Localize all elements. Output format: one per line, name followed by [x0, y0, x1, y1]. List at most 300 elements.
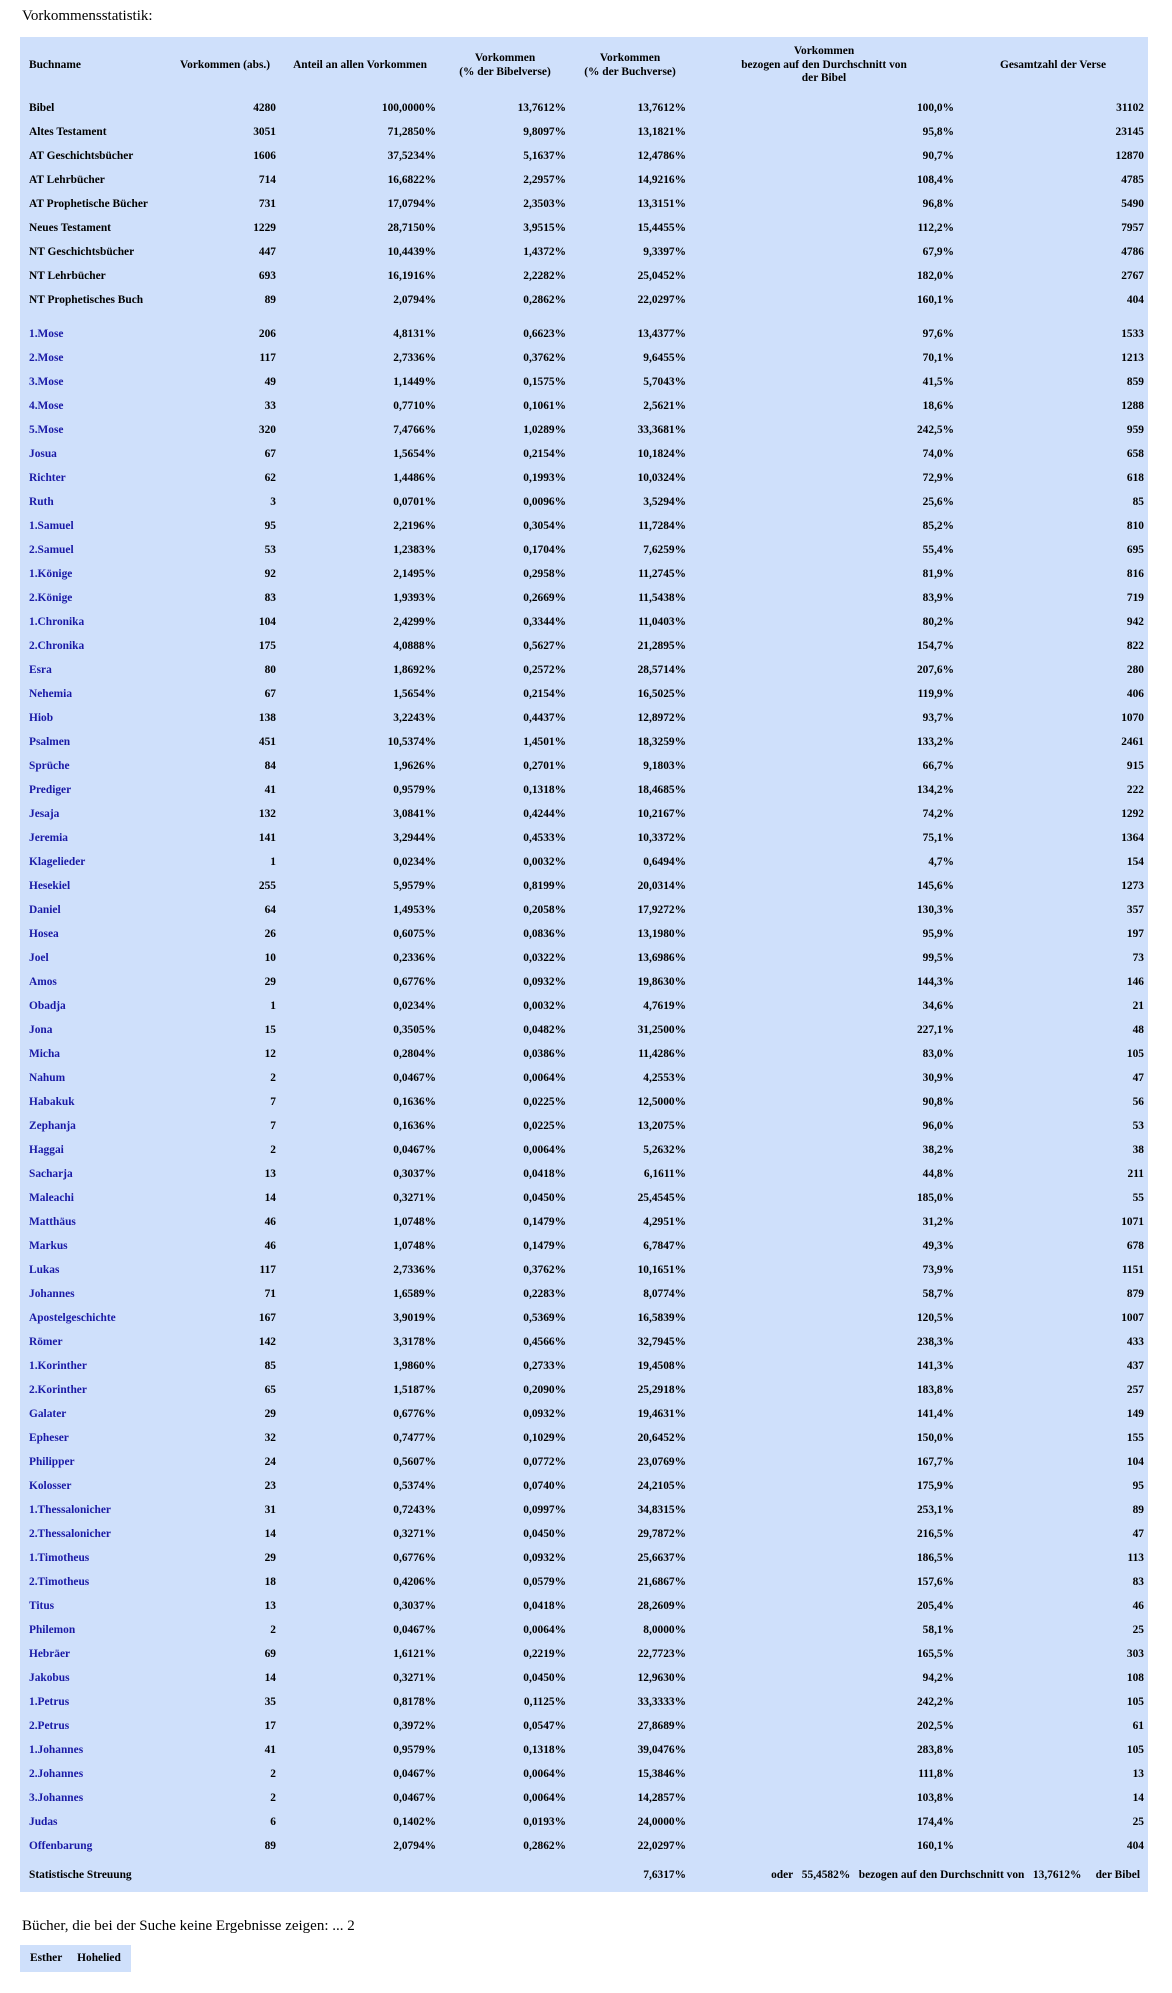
book-name-link[interactable]: Maleachi — [29, 1192, 74, 1205]
book-row — [20, 1594, 1148, 1618]
book-name-link[interactable]: Joel — [29, 952, 49, 965]
book-name-link[interactable]: Jona — [29, 1024, 53, 1037]
table-cell: 32 — [264, 1432, 276, 1445]
table-cell: 25 — [1132, 1624, 1144, 1637]
book-name-link[interactable]: 2.Korinther — [29, 1384, 87, 1397]
table-cell: 0,6075% — [393, 928, 436, 941]
table-cell: 1,9626% — [393, 760, 436, 773]
table-cell: 227,1% — [916, 1024, 954, 1037]
table-cell: 0,0322% — [523, 952, 566, 965]
book-name-link[interactable]: 1.Könige — [29, 568, 73, 581]
table-cell: 0,0467% — [393, 1072, 436, 1085]
book-name-link[interactable]: Psalmen — [29, 736, 71, 749]
spread-der-bibel: der Bibel — [1095, 1869, 1140, 1882]
table-cell: 117 — [259, 352, 276, 365]
table-cell: 0,0418% — [523, 1168, 566, 1181]
table-cell: 3,2944% — [393, 832, 436, 845]
table-cell: 406 — [1126, 688, 1144, 701]
book-row — [20, 1330, 1148, 1354]
table-cell: 255 — [258, 880, 276, 893]
table-cell: 49,3% — [922, 1240, 954, 1253]
book-row — [20, 1402, 1148, 1426]
book-name-link[interactable]: 2.Thessalonicher — [29, 1528, 111, 1541]
table-cell: 95,8% — [922, 126, 954, 139]
spread-percent: 55,4582% — [801, 1869, 851, 1882]
table-cell: 28,5714% — [637, 664, 686, 677]
table-cell: 73,9% — [922, 1264, 954, 1277]
spread-oder: oder — [771, 1869, 794, 1882]
table-cell: 6,1611% — [643, 1168, 686, 1181]
book-name-link[interactable]: Lukas — [29, 1264, 60, 1277]
book-name-link[interactable]: Philipper — [29, 1456, 75, 1469]
summary-row — [20, 120, 1148, 144]
table-cell: 0,0064% — [523, 1072, 566, 1085]
book-name-link[interactable]: 2.Samuel — [29, 544, 74, 557]
book-name-link[interactable]: Sacharja — [29, 1168, 73, 1181]
table-cell: 25,2918% — [637, 1384, 686, 1397]
table-cell: 0,2701% — [523, 760, 566, 773]
table-cell: 120,5% — [916, 1312, 954, 1325]
table-cell: 72,9% — [922, 472, 954, 485]
column-header-buchverse: Vorkommen (% der Buchverse) — [584, 51, 676, 78]
table-cell: 4,7619% — [643, 1000, 686, 1013]
table-cell: 0,2090% — [523, 1384, 566, 1397]
table-cell: 0,0418% — [523, 1600, 566, 1613]
table-cell: 1151 — [1121, 1264, 1144, 1277]
table-cell: 53 — [1132, 1120, 1144, 1133]
spread-label: Statistische Streuung — [29, 1869, 132, 1882]
book-row — [20, 490, 1148, 514]
table-cell: 175 — [258, 640, 276, 653]
table-cell: 1533 — [1121, 328, 1144, 341]
spacer-cell — [20, 312, 1148, 322]
table-cell: 3 — [270, 496, 276, 509]
book-name-link[interactable]: Apostelgeschichte — [29, 1312, 116, 1325]
table-cell: 112,2% — [917, 222, 954, 235]
book-row — [20, 1282, 1148, 1306]
table-cell: 1 — [270, 1000, 276, 1013]
table-cell: 4,8131% — [393, 328, 436, 341]
table-cell: 167 — [258, 1312, 276, 1325]
table-cell: 0,3344% — [523, 616, 566, 629]
book-name-link[interactable]: Obadja — [29, 1000, 66, 1013]
table-cell: 12,9630% — [637, 1672, 686, 1685]
book-name-link[interactable]: 2.Mose — [29, 352, 64, 365]
book-row — [20, 1426, 1148, 1450]
table-cell: 0,3762% — [523, 1264, 566, 1277]
table-cell: 0,3037% — [393, 1168, 436, 1181]
book-row — [20, 1354, 1148, 1378]
table-cell: 20,6452% — [637, 1432, 686, 1445]
table-cell: 14 — [264, 1192, 276, 1205]
table-cell: 83,9% — [922, 592, 954, 605]
table-cell: 4,7% — [928, 856, 954, 869]
table-cell: 95 — [1132, 1480, 1144, 1493]
table-cell: 4,2951% — [643, 1216, 686, 1229]
table-cell: 0,5627% — [523, 640, 566, 653]
book-name-link[interactable]: 2.Timotheus — [29, 1576, 90, 1589]
table-cell: 10 — [264, 952, 276, 965]
table-cell: 21,6867% — [637, 1576, 686, 1589]
table-cell: 859 — [1126, 376, 1144, 389]
table-cell: 0,0225% — [523, 1120, 566, 1133]
table-cell: 0,7243% — [393, 1504, 436, 1517]
table-cell: 71,2850% — [387, 126, 436, 139]
table-cell: 0,3271% — [393, 1528, 436, 1541]
table-cell: 58,7% — [922, 1288, 954, 1301]
table-cell: 89 — [1132, 1504, 1144, 1517]
table-cell: 0,0450% — [523, 1192, 566, 1205]
book-name-link[interactable]: Hiob — [29, 712, 54, 725]
book-name-link[interactable]: 2.Johannes — [29, 1768, 84, 1781]
book-row — [20, 514, 1148, 538]
book-name-link[interactable]: Richter — [29, 472, 66, 485]
book-name-link[interactable]: 5.Mose — [29, 424, 64, 437]
book-name-link[interactable]: Nehemia — [29, 688, 73, 701]
table-cell: 182,0% — [916, 270, 954, 283]
table-cell: 100,0000% — [381, 102, 436, 115]
summary-row — [20, 240, 1148, 264]
book-name-link[interactable]: Nahum — [29, 1072, 66, 1085]
table-cell: 0,0579% — [523, 1576, 566, 1589]
table-cell: 13,4377% — [637, 328, 686, 341]
table-cell: 154,7% — [916, 640, 954, 653]
book-name-link[interactable]: Zephanja — [29, 1120, 76, 1133]
column-header-anteil: Anteil an allen Vorkommen — [293, 58, 427, 71]
book-name-link[interactable]: 1.Thessalonicher — [29, 1504, 111, 1517]
book-name-link[interactable]: 1.Timotheus — [29, 1552, 90, 1565]
book-name-link[interactable]: Philemon — [29, 1624, 76, 1637]
book-name-link[interactable]: 2.Petrus — [29, 1720, 70, 1733]
table-cell: 20,0314% — [637, 880, 686, 893]
spacer-row — [20, 312, 1148, 322]
book-name-link[interactable]: 4.Mose — [29, 400, 64, 413]
table-cell: 22,0297% — [637, 294, 686, 307]
book-name-link[interactable]: Sprüche — [29, 760, 70, 773]
book-name-link[interactable]: Jeremia — [29, 832, 69, 845]
book-name-link[interactable]: Habakuk — [29, 1096, 75, 1109]
table-cell: 4,2553% — [643, 1072, 686, 1085]
book-name-link[interactable]: 1.Petrus — [29, 1696, 70, 1709]
table-cell: 94,2% — [922, 1672, 954, 1685]
table-cell: 47 — [1132, 1072, 1144, 1085]
table-cell: 29 — [264, 1408, 276, 1421]
table-cell: 1364 — [1121, 832, 1144, 845]
table-cell: 13 — [264, 1168, 276, 1181]
table-cell: 141 — [258, 832, 276, 845]
table-cell: 6 — [270, 1816, 276, 1829]
table-cell: 31102 — [1116, 102, 1144, 115]
table-cell: 1,9393% — [393, 592, 436, 605]
table-cell: 0,1402% — [393, 1816, 436, 1829]
book-name-link[interactable]: 2.Könige — [29, 592, 73, 605]
book-name-link[interactable]: Hesekiel — [29, 880, 71, 893]
table-cell: 29,7872% — [637, 1528, 686, 1541]
book-name-link[interactable]: Esra — [29, 664, 52, 677]
table-cell: 18,6% — [922, 400, 954, 413]
page-title: Vorkommensstatistik: — [22, 8, 153, 24]
table-cell: 303 — [1126, 1648, 1144, 1661]
book-name-link[interactable]: Matthäus — [29, 1216, 76, 1229]
book-row — [20, 1018, 1148, 1042]
table-cell: 2 — [270, 1792, 276, 1805]
table-cell: 33,3333% — [637, 1696, 686, 1709]
table-cell: 64 — [264, 904, 276, 917]
table-cell: 10,1824% — [637, 448, 686, 461]
book-name-link[interactable]: Markus — [29, 1240, 68, 1253]
table-cell: 5,1637% — [523, 150, 566, 163]
table-cell: 0,2154% — [523, 448, 566, 461]
table-cell: 22,0297% — [637, 1840, 686, 1853]
table-cell: 4785 — [1121, 174, 1144, 187]
book-name-link[interactable]: Hosea — [29, 928, 59, 941]
table-cell: 3,3178% — [393, 1336, 436, 1349]
table-cell: 12,4786% — [637, 150, 686, 163]
book-row — [20, 1450, 1148, 1474]
table-cell: 0,4244% — [523, 808, 566, 821]
table-cell: 65 — [264, 1384, 276, 1397]
book-name-link[interactable]: Prediger — [29, 784, 72, 797]
table-cell: 95,9% — [922, 928, 954, 941]
table-cell: 0,7710% — [393, 400, 436, 413]
spread-detail — [690, 1858, 1148, 1892]
group-name: Altes Testament — [29, 126, 107, 139]
book-name-link[interactable]: Johannes — [29, 1288, 75, 1301]
table-cell: 41 — [264, 784, 276, 797]
summary-row — [20, 264, 1148, 288]
table-cell: 16,5025% — [637, 688, 686, 701]
table-cell: 242,5% — [916, 424, 954, 437]
book-row — [20, 658, 1148, 682]
book-row — [20, 874, 1148, 898]
table-cell: 13,6986% — [637, 952, 686, 965]
table-cell: 10,2167% — [637, 808, 686, 821]
book-name-link[interactable]: 1.Mose — [29, 328, 64, 341]
book-name-link[interactable]: Haggai — [29, 1144, 64, 1157]
table-cell: 31 — [264, 1504, 276, 1517]
table-cell: 2,2282% — [523, 270, 566, 283]
table-cell: 96,0% — [922, 1120, 954, 1133]
table-cell: 0,6776% — [393, 976, 436, 989]
table-cell: 39,0476% — [637, 1744, 686, 1757]
table-cell: 0,0450% — [523, 1528, 566, 1541]
table-cell: 1229 — [253, 222, 276, 235]
book-name-link[interactable]: Jakobus — [29, 1672, 70, 1685]
table-cell: 3,2243% — [393, 712, 436, 725]
table-cell: 1,8692% — [393, 664, 436, 677]
table-cell: 0,0547% — [523, 1720, 566, 1733]
summary-row — [20, 192, 1148, 216]
table-cell: 141,4% — [916, 1408, 954, 1421]
table-cell: 73 — [1132, 952, 1144, 965]
summary-row — [20, 144, 1148, 168]
book-name-link[interactable]: Titus — [29, 1600, 55, 1613]
table-cell: 83,0% — [922, 1048, 954, 1061]
table-cell: 0,3972% — [393, 1720, 436, 1733]
table-cell: 1,4486% — [393, 472, 436, 485]
book-name-link[interactable]: Galater — [29, 1408, 67, 1421]
table-cell: 202,5% — [916, 1720, 954, 1733]
book-name-link[interactable]: 3.Johannes — [29, 1792, 84, 1805]
table-cell: 0,1636% — [393, 1096, 436, 1109]
book-name-link[interactable]: Römer — [29, 1336, 63, 1349]
book-name-link[interactable]: Kolosser — [29, 1480, 72, 1493]
table-cell: 174,4% — [916, 1816, 954, 1829]
table-cell: 49 — [264, 376, 276, 389]
table-cell: 144,3% — [916, 976, 954, 989]
table-cell: 618 — [1126, 472, 1144, 485]
book-name-link[interactable]: 3.Mose — [29, 376, 64, 389]
table-cell: 0,1993% — [523, 472, 566, 485]
table-cell: 25 — [1132, 1816, 1144, 1829]
table-cell: 1,0289% — [523, 424, 566, 437]
table-cell: 216,5% — [916, 1528, 954, 1541]
book-name-link[interactable]: Judas — [29, 1816, 58, 1829]
book-name-link[interactable]: Ruth — [29, 496, 54, 509]
book-row — [20, 946, 1148, 970]
table-cell: 96,8% — [922, 198, 954, 211]
group-name: AT Lehrbücher — [29, 174, 105, 187]
table-cell: 1292 — [1121, 808, 1144, 821]
table-cell: 1007 — [1121, 1312, 1144, 1325]
book-row — [20, 418, 1148, 442]
book-name-link[interactable]: Daniel — [29, 904, 61, 917]
table-cell: 70,1% — [922, 352, 954, 365]
book-name-link[interactable]: 2.Chronika — [29, 640, 85, 653]
table-cell: 2,4299% — [393, 616, 436, 629]
table-cell: 433 — [1126, 1336, 1144, 1349]
table-cell: 5,9579% — [393, 880, 436, 893]
table-cell: 2,7336% — [393, 1264, 436, 1277]
table-cell: 25,0452% — [637, 270, 686, 283]
book-name-link[interactable]: Klagelieder — [29, 856, 86, 869]
table-cell: 23145 — [1115, 126, 1144, 139]
table-cell: 24,0000% — [637, 1816, 686, 1829]
table-cell: 0,1318% — [523, 784, 566, 797]
book-name-link[interactable]: Micha — [29, 1048, 61, 1061]
table-cell: 29 — [264, 1552, 276, 1565]
book-name-link[interactable]: Josua — [29, 448, 57, 461]
table-cell: 0,1029% — [523, 1432, 566, 1445]
table-cell: 155 — [1126, 1432, 1144, 1445]
table-cell: 0,6776% — [393, 1408, 436, 1421]
table-cell: 23 — [264, 1480, 276, 1493]
table-cell: 0,0467% — [393, 1624, 436, 1637]
table-cell: 55,4% — [922, 544, 954, 557]
table-cell: 915 — [1126, 760, 1144, 773]
table-cell: 0,3505% — [393, 1024, 436, 1037]
table-cell: 13,1980% — [637, 928, 686, 941]
table-cell: 0,2804% — [393, 1048, 436, 1061]
table-cell: 14 — [1132, 1792, 1144, 1805]
table-cell: 1,1449% — [393, 376, 436, 389]
table-cell: 15,3846% — [637, 1768, 686, 1781]
book-name-link[interactable]: 1.Korinther — [29, 1360, 87, 1373]
table-cell: 0,0467% — [393, 1792, 436, 1805]
table-cell: 7,4766% — [393, 424, 436, 437]
spread-average: 13,7612% — [1032, 1869, 1082, 1882]
table-cell: 1273 — [1121, 880, 1144, 893]
book-name-link[interactable]: Hebräer — [29, 1648, 71, 1661]
table-cell: 0,0064% — [523, 1768, 566, 1781]
table-cell: 0,2336% — [393, 952, 436, 965]
table-cell: 14,9216% — [637, 174, 686, 187]
table-cell: 66,7% — [922, 760, 954, 773]
table-cell: 33,3681% — [637, 424, 686, 437]
table-cell: 3,9019% — [393, 1312, 436, 1325]
table-cell: 0,9579% — [393, 784, 436, 797]
column-header-buchname: Buchname — [29, 58, 81, 71]
book-name-link[interactable]: 1.Johannes — [29, 1744, 84, 1757]
table-cell: 1606 — [253, 150, 276, 163]
book-row — [20, 1498, 1148, 1522]
table-cell: 1,9860% — [393, 1360, 436, 1373]
table-cell: 9,8097% — [523, 126, 566, 139]
table-cell: 211 — [1127, 1168, 1144, 1181]
table-cell: 0,3762% — [523, 352, 566, 365]
table-cell: 2 — [270, 1624, 276, 1637]
table-cell: 205,4% — [916, 1600, 954, 1613]
book-name-link[interactable]: Epheser — [29, 1432, 69, 1445]
table-cell: 0,0225% — [523, 1096, 566, 1109]
table-cell: 3051 — [253, 126, 276, 139]
book-row — [20, 1810, 1148, 1834]
table-cell: 157,6% — [916, 1576, 954, 1589]
table-cell: 46 — [264, 1240, 276, 1253]
table-cell: 658 — [1126, 448, 1144, 461]
table-cell: 222 — [1126, 784, 1144, 797]
group-name: AT Prophetische Bücher — [29, 198, 148, 211]
table-cell: 23,0769% — [637, 1456, 686, 1469]
table-cell: 12,5000% — [637, 1096, 686, 1109]
book-name-link[interactable]: Amos — [29, 976, 57, 989]
table-cell: 2 — [270, 1072, 276, 1085]
table-cell: 8,0774% — [643, 1288, 686, 1301]
table-cell: 132 — [258, 808, 276, 821]
table-cell: 822 — [1126, 640, 1144, 653]
table-cell: 0,1125% — [523, 1696, 566, 1709]
table-cell: 0,2733% — [523, 1360, 566, 1373]
table-cell: 26 — [264, 928, 276, 941]
book-row — [20, 1474, 1148, 1498]
table-cell: 92 — [264, 568, 276, 581]
table-cell: 25,6637% — [637, 1552, 686, 1565]
table-cell: 2 — [270, 1144, 276, 1157]
table-cell: 0,7477% — [393, 1432, 436, 1445]
table-cell: 4786 — [1121, 246, 1144, 259]
table-cell: 0,0482% — [523, 1024, 566, 1037]
table-cell: 154 — [1126, 856, 1144, 869]
table-cell: 30,9% — [922, 1072, 954, 1085]
table-cell: 0,0032% — [523, 856, 566, 869]
table-cell: 0,3054% — [523, 520, 566, 533]
book-row — [20, 634, 1148, 658]
book-name-link[interactable]: Offenbarung — [29, 1840, 93, 1853]
table-cell: 24,2105% — [637, 1480, 686, 1493]
table-cell: 0,4437% — [523, 712, 566, 725]
book-name-link[interactable]: 1.Chronika — [29, 616, 85, 629]
book-row — [20, 1642, 1148, 1666]
table-cell: 8,0000% — [643, 1624, 686, 1637]
table-cell: 21,2895% — [637, 640, 686, 653]
table-cell: 48 — [1132, 1024, 1144, 1037]
book-name-link[interactable]: Jesaja — [29, 808, 60, 821]
book-name-link[interactable]: 1.Samuel — [29, 520, 74, 533]
table-cell: 83 — [1132, 1576, 1144, 1589]
column-header-durchschnitt: Vorkommen bezogen auf den Durchschnitt von der Bibel — [741, 45, 907, 85]
table-cell: 2,1495% — [393, 568, 436, 581]
summary-row — [20, 288, 1148, 312]
